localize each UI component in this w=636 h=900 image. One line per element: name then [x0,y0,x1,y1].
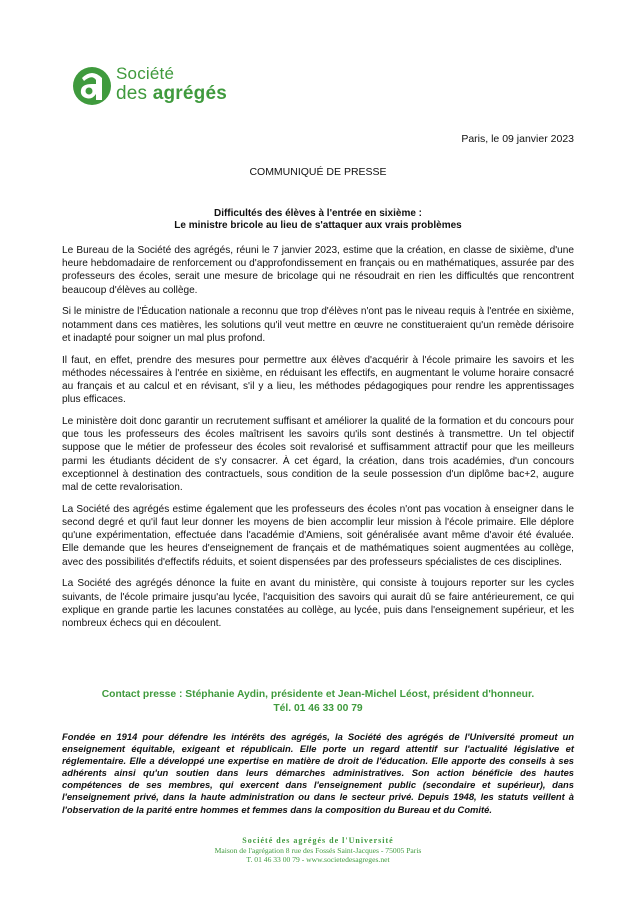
paragraph: Il faut, en effet, prendre des mesures pour permettre aux élèves d'acquérir à l'école primaire les savoirs et les méthodes nécessaires à l'entrée en sixième, en réduisant les effectifs, en augmentant le volume horaire consacré au français et au calcul et en révisant, s'il y a lieu, les méthodes pédagogiques pour rendre les apprentissages plus efficaces. [62,354,574,406]
press-contact [0,688,636,715]
dateline: Paris, le 09 janvier 2023 [461,133,574,145]
body-text [62,244,574,639]
subtitle-line-1: Difficultés des élèves à l'entrée en sixième : [213,208,423,219]
paragraph: Si le ministre de l'Éducation nationale a reconnu que trop d'élèves n'ont pas le niveau requis à l'entrée en sixième, notamment dans ces matières, les solutions qu'il veut mettre en œuvre ne constitueraient qu'un remède dérisoire et inadapté pour soigner un mal plus profond. [62,306,574,344]
press-contact-phone: Tél. 01 46 33 00 79 [273,702,363,714]
paragraph: La Société des agrégés estime également que les professeurs des écoles n'ont pas vocation à enseigner dans le second degré et qu'il faut leur donner les moyens de bien accomplir leur mission à l'école primaire. Elle déplore qu'une expérimentation, effectuée dans l'académie d'Amiens, soit généralisée avant même d'avoir été évaluée. Elle demande que les heures d'enseignement de français et de mathématiques soient augmentées au collège, avec des possibilités d'effectifs réduits, et soient dispensées par des professeurs spécialistes de ces disciplines. [62,503,574,568]
press-release-subtitle [70,208,566,232]
press-contact-names: Contact presse : Stéphanie Aydin, présidente et Jean-Michel Léost, président d'honneur. [101,689,535,700]
logo [72,62,242,112]
footer-contact: T. 01 46 33 00 79 - www.societedesagreges.net [246,855,390,865]
footer [0,836,636,865]
logo-line-2: des agrégés [116,83,227,104]
footer-address: Maison de l'agrégation 8 rue des Fossés Saint-Jacques - 75005 Paris [214,845,422,855]
paragraph: Le Bureau de la Société des agrégés, réuni le 7 janvier 2023, estime que la création, en classe de sixième, d'une heure hebdomadaire de renforcement ou d'approfondissement en français ou en mathématiques, assurée par des professeurs des écoles, serait une mesure de bricolage qui ne résoudrait en rien les difficultés que rencontrent beaucoup d'élèves au collège. [62,245,574,296]
logo-mark-icon [72,64,112,108]
press-release-heading: COMMUNIQUÉ DE PRESSE [249,166,387,178]
about-society: Fondée en 1914 pour défendre les intérêts des agrégés, la Société des agrégés de l'Université promeut un enseignement équitable, exigeant et républicain. Elle porte un regard attentif sur l'actualité législative et réglementaire. Elle a développé une expertise en matière de droit de l'éducation. Elle apporte des conseils à ses adhérents ainsi qu'un soutien dans leurs démarches administratives. Son action bénéficie des hautes compétences de ses membres, qui exercent dans l'enseignement public (secondaire et supérieur), dans l'enseignement privé, dans la haute administration ou dans le secteur privé. Depuis 1948, les statuts veillent à l'observation de la parité entre hommes et femmes dans la composition du Bureau et du Comité. [62,731,574,815]
logo-line-2-bold: agrégés [152,83,227,104]
footer-org: Société des agrégés de l'Université [242,836,394,845]
paragraph: La Société des agrégés dénonce la fuite en avant du ministère, qui consiste à toujours reporter sur les cycles suivants, de l'école primaire jusqu'au lycée, l'acquisition des savoirs qui aurait dû se faire antérieurement, ce qui explique en grande partie les lacunes constatées au collège, au lycée, puis dans l'enseignement supérieur, et les nombreux échecs qui en découlent. [62,578,574,630]
subtitle-line-2: Le ministre bricole au lieu de s'attaquer aux vrais problèmes [174,220,462,231]
logo-line-1: Société [116,64,175,83]
paragraph: Le ministère doit donc garantir un recrutement suffisant et améliorer la qualité de la formation et du concours pour que tous les professeurs des écoles maîtrisent les savoirs qu'ils sont destinés à transmettre. Un tel objectif suppose que le métier de professeur des écoles soit revalorisé et suffisamment attractif pour que les meilleurs parmi les étudiants décident de s'y consacrer. À cet égard, la création, dans trois académies, d'un concours exceptionnel à destination des contractuels, sous condition de la seule possession d'un diplôme bac+2, augure mal de cette revalorisation. [62,416,574,494]
